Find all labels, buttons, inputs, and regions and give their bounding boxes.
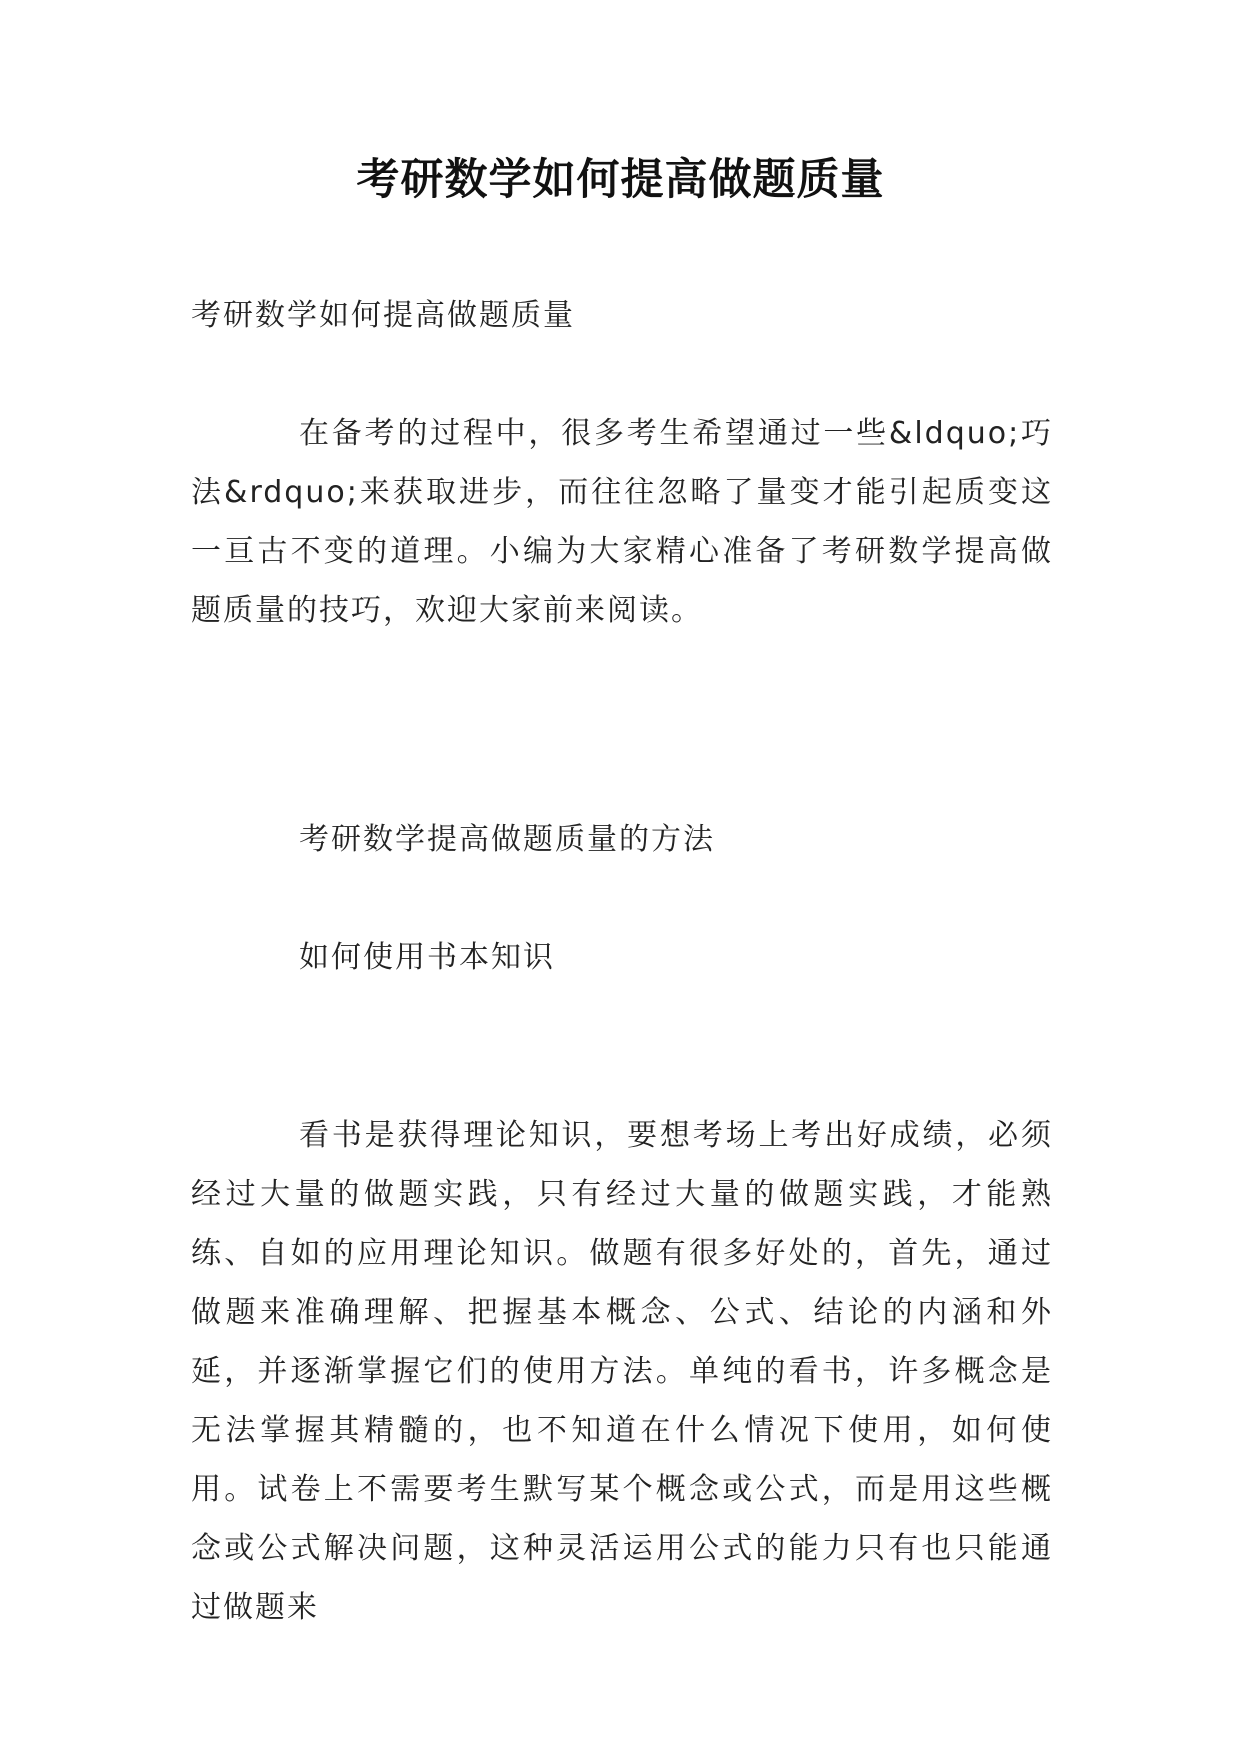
body-paragraph: 看书是获得理论知识，要想考场上考出好成绩，必须经过大量的做题实践，只有经过大量的做题实践，才能熟练、自如的应用理论知识。做题有很多好处的，首先，通过做题来准确理解、把握基本概念、公式、结论的内涵和外延，并逐渐掌握它们的使用方法。单纯的看书，许多概念是无法掌握其精髓的，也不知道在什么情况下使用，如何使用。试卷上不需要考生默写某个概念或公式，而是用这些概念或公式解决问题，这种灵活运用公式的能力只有也只能通过做题来 [191,1118,1053,1625]
document-subtitle: 考研数学如何提高做题质量 [191,298,575,333]
intro-paragraph: 在备考的过程中，很多考生希望通过一些&ldquo;巧法&rdquo;来获取进步，而往往忽略了量变才能引起质变这一亘古不变的道理。小编为大家精心准备了考研数学提高做题质量的技巧，欢迎大家前来阅读。 [191,416,1053,628]
document-title: 考研数学如何提高做题质量 [356,155,885,205]
section-heading-book-knowledge: 如何使用书本知识 [299,940,555,975]
section-heading-methods: 考研数学提高做题质量的方法 [299,822,715,857]
